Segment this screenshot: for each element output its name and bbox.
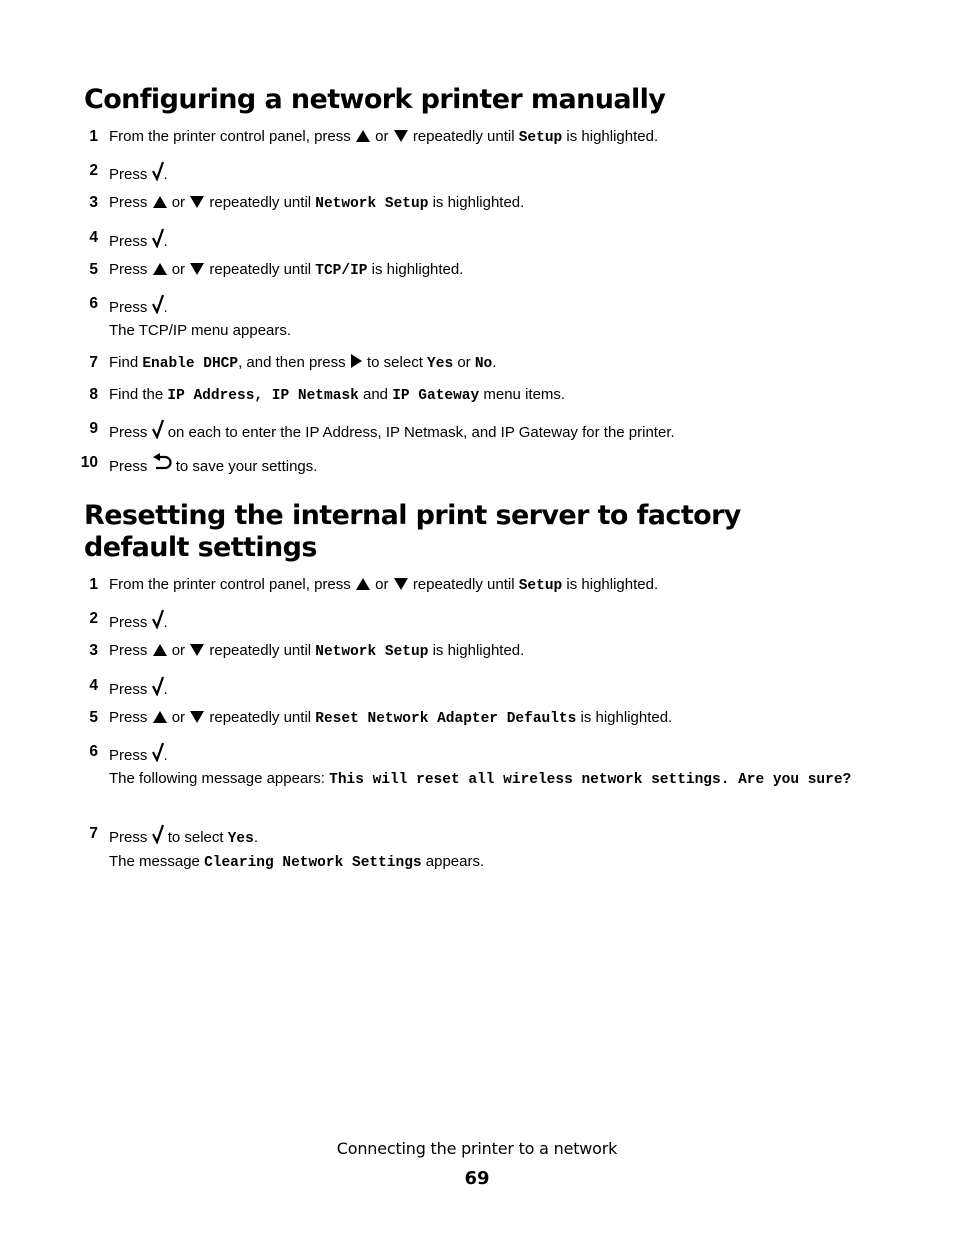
text: Press — [109, 747, 148, 764]
text: menu items. — [483, 386, 566, 403]
text: Press — [109, 829, 148, 846]
text: . — [163, 166, 168, 183]
text: Press — [109, 424, 148, 441]
text: on each to enter the IP Address, IP Netmask, and IP Gateway for the printer. — [167, 424, 675, 441]
up-arrow-icon — [152, 195, 168, 209]
text: is highlighted. — [371, 261, 464, 278]
text: . — [163, 747, 168, 764]
menu-code: Yes — [227, 831, 254, 847]
step-text — [109, 676, 879, 700]
menu-code: TCP/IP — [315, 263, 368, 279]
step-text — [109, 824, 879, 849]
select-checkmark-icon — [152, 294, 164, 314]
down-arrow-icon — [189, 262, 205, 276]
step-number: 8 — [89, 386, 98, 403]
text: Find — [109, 354, 139, 371]
text: Find the — [109, 386, 164, 403]
step-text — [109, 127, 879, 148]
step-number: 9 — [89, 420, 98, 437]
text: Press — [109, 458, 148, 475]
up-arrow-icon — [355, 129, 371, 143]
up-arrow-icon — [152, 643, 168, 657]
step-text — [109, 385, 879, 406]
step-number: 6 — [89, 743, 98, 760]
text: appears. — [425, 853, 485, 870]
text: , and then press — [238, 354, 346, 371]
down-arrow-icon — [393, 129, 409, 143]
text: is highlighted. — [432, 194, 525, 211]
down-arrow-icon — [189, 195, 205, 209]
text: Press — [109, 194, 148, 211]
step-text — [109, 161, 879, 185]
text: repeatedly until — [412, 576, 515, 593]
text: is highlighted. — [580, 709, 673, 726]
section-title-reset: Resetting the internal print server to factory default settings — [84, 500, 741, 563]
step-text — [109, 708, 879, 729]
text: is highlighted. — [566, 576, 659, 593]
text: or — [457, 354, 471, 371]
menu-code: Network Setup — [315, 196, 429, 212]
text: repeatedly until — [209, 194, 312, 211]
menu-code: Enable DHCP — [142, 356, 239, 372]
step-text — [109, 453, 879, 477]
select-checkmark-icon — [152, 228, 164, 248]
step-number: 3 — [89, 194, 98, 211]
text: is highlighted. — [432, 642, 525, 659]
text: Press — [109, 233, 148, 250]
step-note: The TCP/IP menu appears. — [109, 322, 292, 339]
step-number: 7 — [89, 354, 98, 371]
text: . — [163, 614, 168, 631]
text: . — [163, 299, 168, 316]
down-arrow-icon — [189, 710, 205, 724]
menu-code: IP Address, IP Netmask — [167, 388, 359, 404]
text: The following message appears: — [109, 770, 325, 787]
text: . — [163, 233, 168, 250]
text: From the printer control panel, press — [109, 128, 351, 145]
up-arrow-icon — [152, 262, 168, 276]
step-text — [109, 742, 879, 766]
text: or — [171, 709, 186, 726]
step-number: 7 — [89, 825, 98, 842]
select-checkmark-icon — [152, 742, 164, 762]
text: is highlighted. — [566, 128, 659, 145]
text: to select — [167, 829, 224, 846]
text: repeatedly until — [412, 128, 515, 145]
text: repeatedly until — [209, 709, 312, 726]
step-number: 2 — [89, 162, 98, 179]
step-text — [109, 575, 879, 596]
menu-code: Setup — [518, 578, 563, 594]
step-number: 4 — [89, 677, 98, 694]
text: repeatedly until — [209, 642, 312, 659]
step-text — [109, 353, 879, 374]
menu-code: Setup — [518, 130, 563, 146]
section-title-configure: Configuring a network printer manually — [84, 84, 666, 115]
step-text — [109, 641, 879, 662]
text: repeatedly until — [209, 261, 312, 278]
text: or — [171, 261, 186, 278]
step-number: 4 — [89, 229, 98, 246]
up-arrow-icon — [355, 577, 371, 591]
step-note — [109, 769, 874, 790]
page-number: 69 — [464, 1168, 490, 1189]
message-code: Clearing Network Settings — [204, 855, 422, 871]
menu-code: IP Gateway — [392, 388, 480, 404]
up-arrow-icon — [152, 710, 168, 724]
text: to select — [367, 354, 423, 371]
text: or — [171, 642, 186, 659]
text: or — [171, 194, 186, 211]
text: From the printer control panel, press — [109, 576, 351, 593]
step-note — [109, 852, 484, 873]
back-icon — [152, 453, 172, 473]
step-text — [109, 609, 879, 633]
step-text — [109, 419, 879, 443]
menu-code: No — [474, 356, 493, 372]
text: . — [253, 829, 259, 846]
select-checkmark-icon — [152, 161, 164, 181]
step-text — [109, 228, 879, 252]
message-code: This will reset all wireless network settings. Are you sure? — [329, 772, 852, 788]
footer-section-name: Connecting the printer to a network — [336, 1139, 618, 1158]
step-number: 1 — [89, 576, 98, 593]
text: Press — [109, 681, 148, 698]
text: . — [163, 681, 168, 698]
step-text — [109, 193, 879, 214]
select-checkmark-icon — [152, 676, 164, 696]
text: to save your settings. — [175, 458, 318, 475]
step-text — [109, 260, 879, 281]
text: Press — [109, 299, 148, 316]
select-checkmark-icon — [152, 824, 164, 844]
menu-code: Yes — [427, 356, 454, 372]
step-number: 5 — [89, 261, 98, 278]
select-checkmark-icon — [152, 419, 164, 439]
text: or — [375, 128, 389, 145]
step-number: 6 — [89, 295, 98, 312]
step-number: 2 — [89, 610, 98, 627]
right-arrow-icon — [350, 353, 363, 369]
text: . — [492, 354, 497, 371]
step-number: 5 — [89, 709, 98, 726]
step-number: 3 — [89, 642, 98, 659]
select-checkmark-icon — [152, 609, 164, 629]
down-arrow-icon — [393, 577, 409, 591]
step-number: 10 — [80, 454, 98, 471]
menu-code: Network Setup — [315, 644, 429, 660]
down-arrow-icon — [189, 643, 205, 657]
text: Press — [109, 166, 148, 183]
step-number: 1 — [89, 128, 98, 145]
text: or — [375, 576, 389, 593]
text: Press — [109, 709, 148, 726]
text: Press — [109, 642, 148, 659]
text: Press — [109, 261, 148, 278]
menu-code: Reset Network Adapter Defaults — [315, 711, 577, 727]
text: Press — [109, 614, 148, 631]
step-text — [109, 294, 879, 318]
text: and — [362, 386, 389, 403]
text: The message — [109, 853, 200, 870]
